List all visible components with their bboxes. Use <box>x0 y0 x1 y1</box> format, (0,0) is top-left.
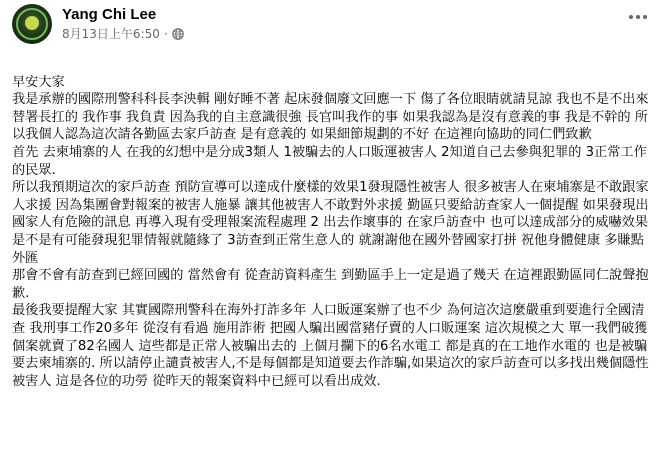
spacer <box>12 56 655 74</box>
globe-icon[interactable] <box>172 28 184 40</box>
post-paragraph-closing: 最後我要提醒大家 其實國際刑警科在海外打詐多年 人口販運案辦了也不少 為何這次這麼嚴重到要進行全國清查 我刑事工作20多年 從沒有看過 施用詐術 把國人騙出國當豬仔賣的人口販運案 這次規模之大 單一我們破獲個案就賣了82名國人 這些都是正常人被騙出去的 上個月攔下的6名水電工 都是真的在工地作水電的 也是被騙要去柬埔寨的. 所以請停止譴責被害人,不是每個都是知道要去作詐騙,如果這次的家戶訪查可以多找出幾個隱性被害人 這是各位的功勞 從昨天的報案資料中已經可以看出成效. <box>12 303 649 389</box>
more-dot <box>643 15 647 19</box>
avatar-core <box>25 16 39 30</box>
more-options-icon[interactable] <box>623 4 653 30</box>
post-paragraph-categories: 首先 去柬埔寨的人 在我的幻想中是分成3類人 1被騙去的人口販運被害人 2知道自己去參與犯罪的 3正常工作的民眾. <box>12 144 647 178</box>
author-avatar[interactable] <box>12 4 52 44</box>
post-body <box>12 54 655 390</box>
meta-separator: · <box>163 27 168 41</box>
post-paragraph-apology: 那會不會有訪查到已經回國的 當然會有 從查訪資料產生 到勤區手上一定是過了幾天 在這裡跟勤區同仁說聲抱歉. <box>12 268 649 301</box>
author-name[interactable]: Yang Chi Lee <box>62 6 157 23</box>
post-subline <box>62 27 184 41</box>
post-paragraph-greeting: 早安大家 <box>12 74 65 90</box>
post-timestamp[interactable]: 8月13日上午6:50 <box>62 27 160 41</box>
post-meta <box>62 6 184 41</box>
post-paragraph-expectations: 所以我預期這次的家戶訪查 預防宣導可以達成什麼樣的效果1發現隱性被害人 很多被害人在柬埔寨是不敢跟家人求援 因為集團會對報案的被害人施暴 讓其他被害人不敢對外求援 勤區只要給訪查家人一個提醒 如果發現出國家人有危險的訊息 再導入現有受理報案流程處理 2 出去作壞事的 在家戶訪查中 也可以達成部分的威嚇效果 是不是有可能發現犯罪情報就隨緣了 3訪查到正常生意人的 就謝謝他在國外替國家打拼 祝他身體健康 多賺點外匯 <box>12 180 649 266</box>
post-paragraph-intro: 我是承辦的國際刑警科科長李泱輯 剛好睡不著 起床發個廢文回應一下 傷了各位眼睛就請見諒 我也不是不出來替署長扛的 我作事 我負責 因為我的自主意識很強 長官叫我作的事 如果我認為是沒有意義的事 我是不幹的 所以我個人認為這次請各勤區去家戶訪查 是有意義的 如果細節規劃的不好 在這裡向協助的同仁們致歉 <box>12 92 649 143</box>
more-dot <box>629 15 633 19</box>
post-header <box>12 0 655 54</box>
more-dot <box>636 15 640 19</box>
